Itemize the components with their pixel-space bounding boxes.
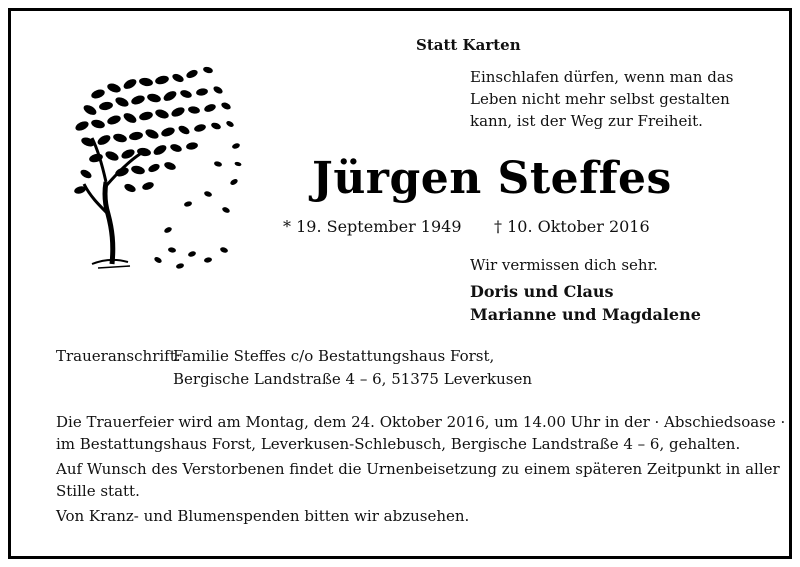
deceased-name: Jürgen Steffes [312, 153, 672, 204]
mourner-name: Doris und Claus [470, 282, 614, 301]
death-date: † 10. Oktober 2016 [494, 217, 650, 236]
windblown-tree-icon [68, 54, 244, 276]
address-line: Familie Steffes c/o Bestattungshaus Forst, [173, 347, 495, 365]
quote-line: Leben nicht mehr selbst gestalten [470, 90, 730, 108]
paragraph-line: Die Trauerfeier wird am Montag, dem 24. Oktober 2016, um 14.00 Uhr in der · Abschiedsoase · [56, 413, 786, 431]
quote-block [470, 66, 734, 132]
address-label: Traueranschrift: [56, 347, 181, 365]
address-line: Bergische Landstraße 4 – 6, 51375 Leverkusen [173, 370, 533, 388]
quote-line: kann, ist der Weg zur Freiheit. [470, 112, 703, 130]
birth-date: * 19. September 1949 [283, 217, 462, 236]
miss-text: Wir vermissen dich sehr. [470, 256, 658, 274]
paragraph-line: Stille statt. [56, 482, 140, 500]
paragraph-line: im Bestattungshaus Forst, Leverkusen-Schlebusch, Bergische Landstraße 4 – 6, gehalten. [56, 435, 741, 453]
flowers-paragraph [56, 505, 756, 527]
ceremony-paragraph [56, 411, 786, 455]
paragraph-line: Auf Wunsch des Verstorbenen findet die Urnenbeisetzung zu einem späteren Zeitpunkt in aller [56, 460, 780, 478]
paragraph-line: Von Kranz- und Blumenspenden bitten wir abzusehen. [56, 507, 470, 525]
quote-line: Einschlafen dürfen, wenn man das [470, 68, 734, 86]
mourner-name: Marianne und Magdalene [470, 305, 701, 324]
burial-paragraph [56, 458, 780, 502]
statt-karten-label: Statt Karten [416, 36, 521, 54]
